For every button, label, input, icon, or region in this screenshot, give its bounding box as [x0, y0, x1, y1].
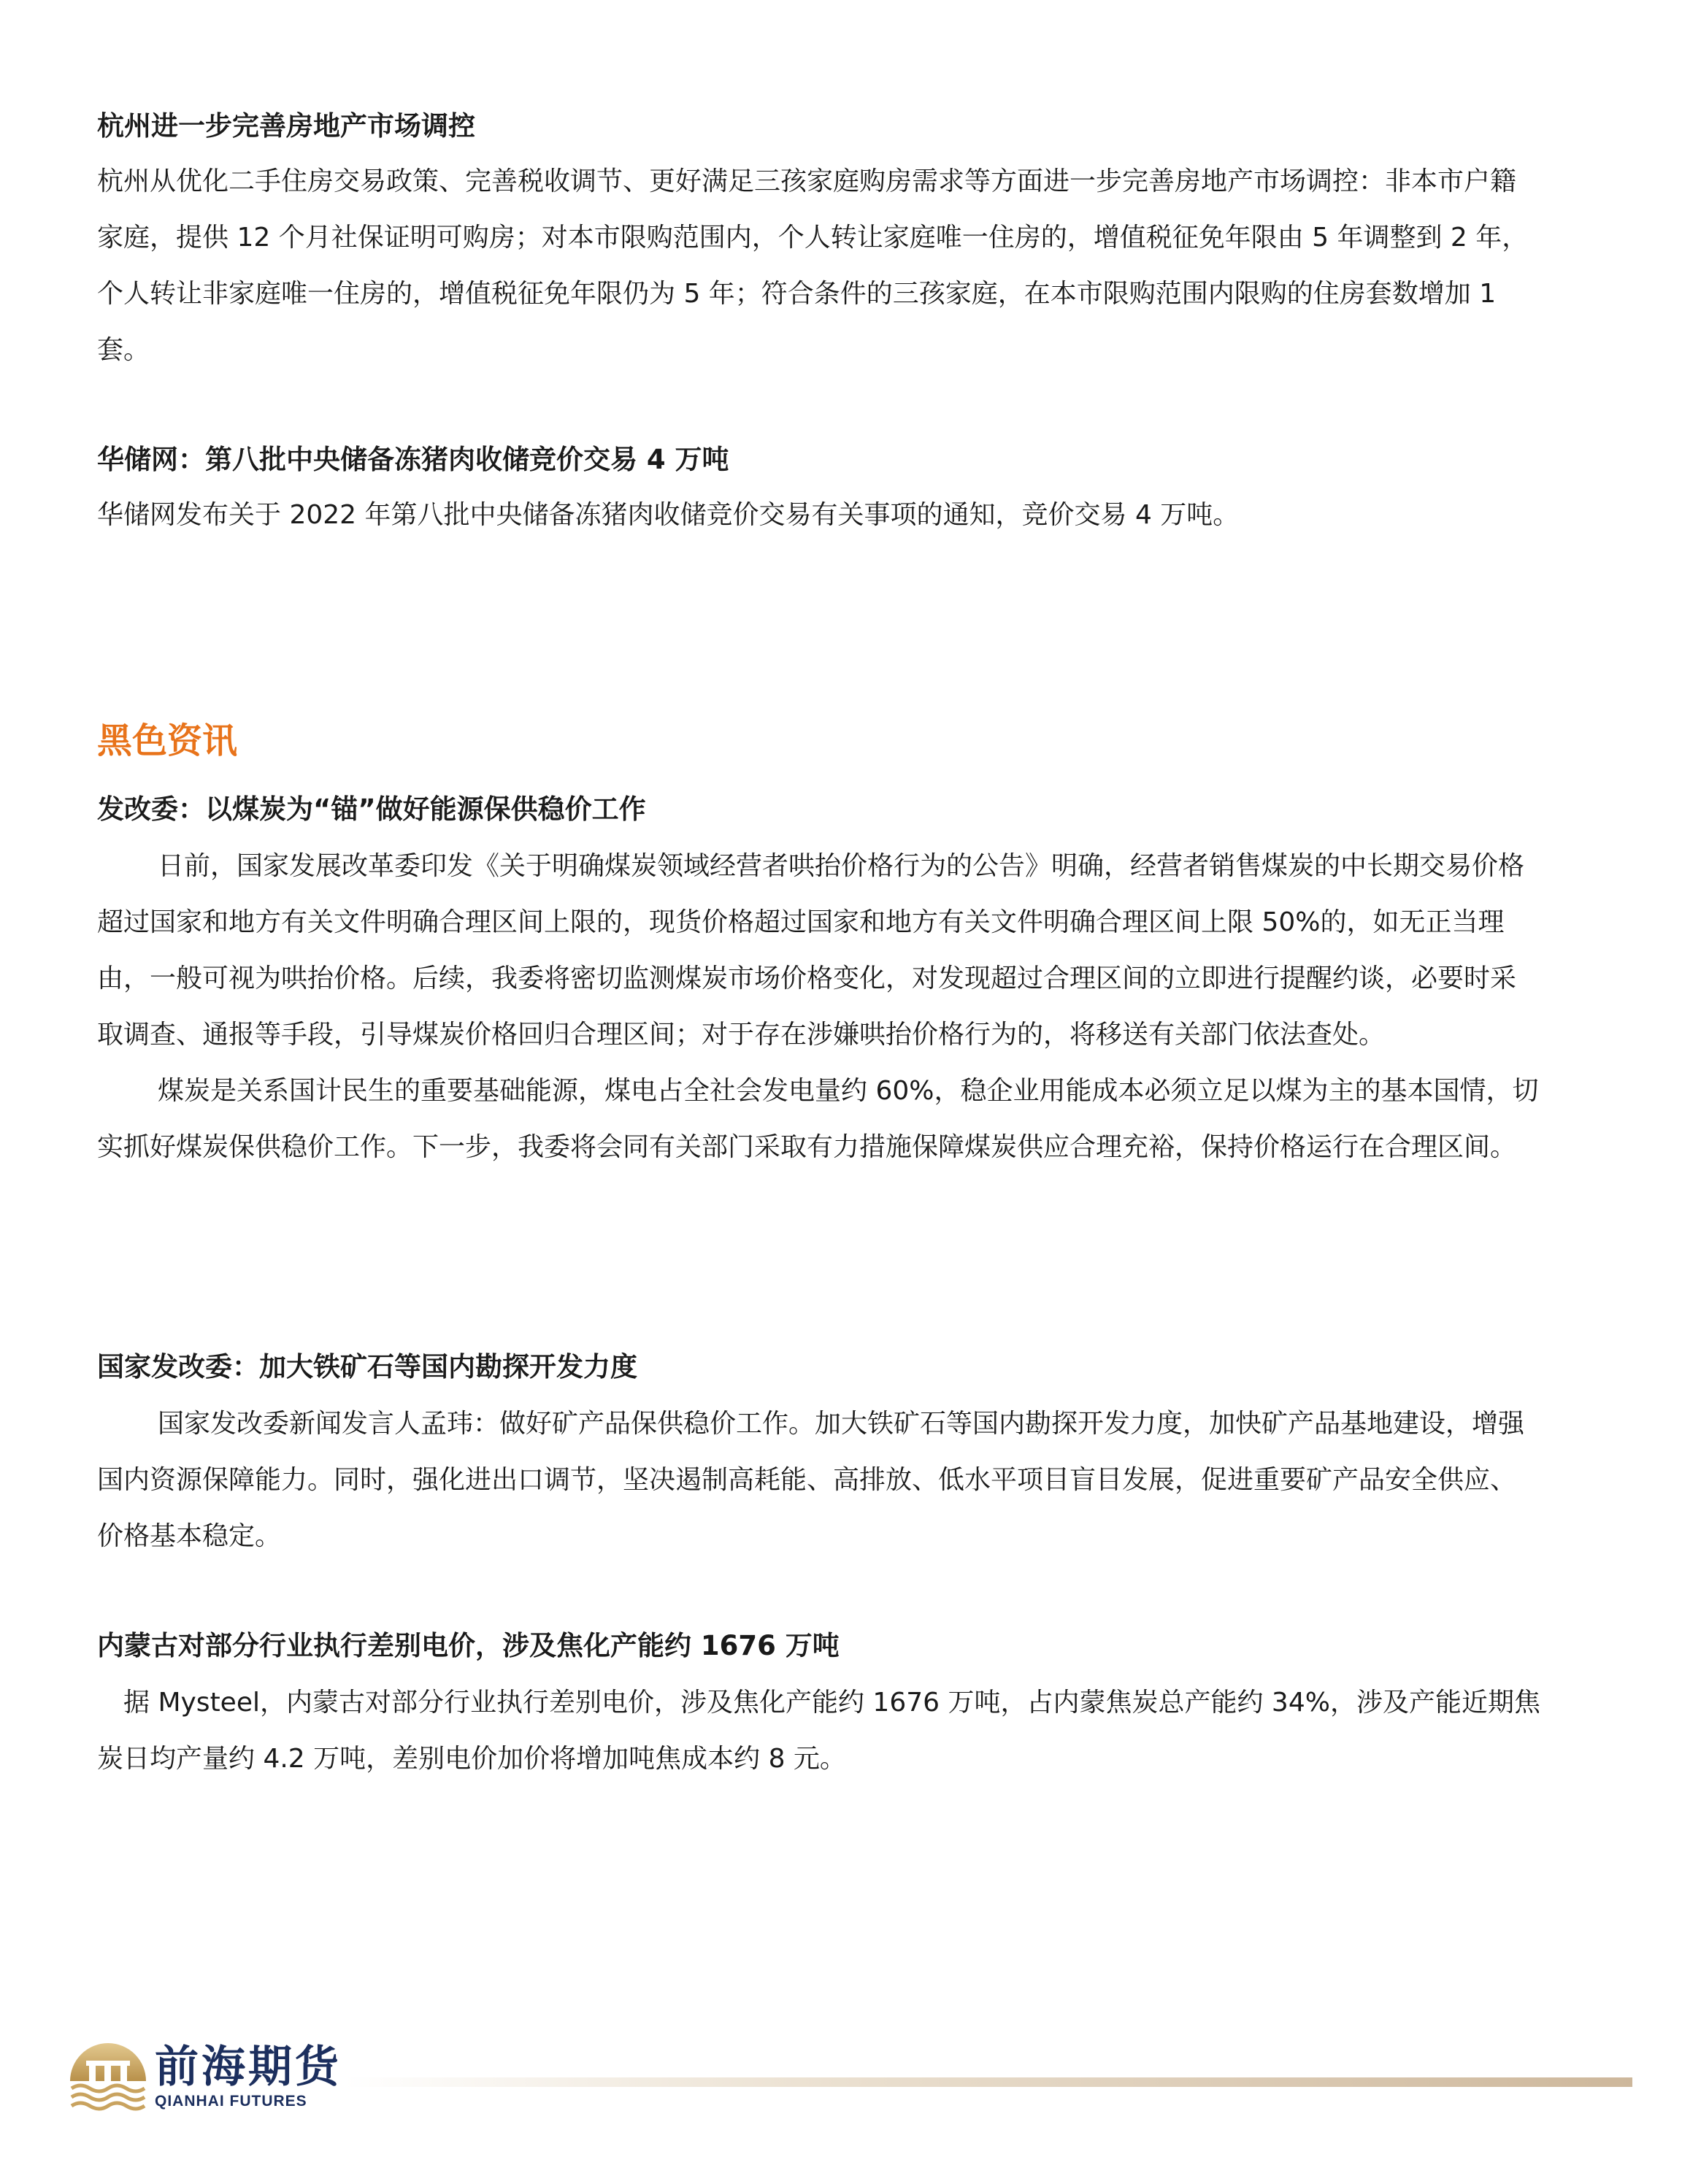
article-paragraph: 国家发改委新闻发言人孟玮：做好矿产品保供稳价工作。加大铁矿石等国内勘探开发力度，加快矿产品基地建设，增强国内资源保障能力。同时，强化进出口调节，坚决遏制高耗能、高排放、低水平项目盲目发展，促进重要矿产品安全供应、价格基本稳定。 — [97, 1409, 1525, 1551]
section-title: 黑色资讯 — [97, 720, 238, 761]
logo-chinese-name: 前海期货 — [155, 2042, 342, 2093]
article-paragraph: 据 Mysteel，内蒙古对部分行业执行差别电价，涉及焦化产能约 1676 万吨，占内蒙焦炭总产能约 34%，涉及产能近期焦炭日均产量约 4.2 万吨，差别电价加价将增加吨焦成本约 8 元。 — [97, 1688, 1540, 1774]
article-pork-reserve — [97, 442, 1540, 543]
page-footer — [64, 2033, 1568, 2120]
article-paragraph: 煤炭是关系国计民生的重要基础能源，煤电占全社会发电量约 60%，稳企业用能成本必须立足以煤为主的基本国情，切实抓好煤炭保供稳价工作。下一步，我委将会同有关部门采取有力措施保障煤炭供应合理充裕，保持价格运行在合理区间。 — [97, 1076, 1539, 1162]
article-hangzhou-property — [97, 108, 1540, 378]
logo-english-name: QIANHAI FUTURES — [155, 2093, 307, 2110]
article-paragraph: 杭州从优化二手住房交易政策、完善税收调节、更好满足三孩家庭购房需求等方面进一步完善房地产市场调控：非本市户籍家庭，提供 12 个月社保证明可购房；对本市限购范围内，个人转让家庭唯一住房的，增值税征免年限由 5 年调整到 2 年，个人转让非家庭唯一住房的，增值税征免年限仍为 5 年；符合条件的三孩家庭，在本市限购范围内限购的住房套数增加 1 套。 — [97, 166, 1529, 365]
article-title: 杭州进一步完善房地产市场调控 — [97, 110, 475, 142]
article-inner-mongolia-power — [97, 1628, 1540, 1787]
qianhai-logo-icon — [64, 2033, 152, 2113]
article-paragraph: 华储网发布关于 2022 年第八批中央储备冻猪肉收储竞价交易有关事项的通知，竞价交易 4 万吨。 — [97, 500, 1240, 530]
article-title: 发改委：以煤炭为“锚”做好能源保供稳价工作 — [97, 793, 646, 825]
article-title: 内蒙古对部分行业执行差别电价，涉及焦化产能约 1676 万吨 — [97, 1630, 840, 1661]
article-title: 华储网：第八批中央储备冻猪肉收储竞价交易 4 万吨 — [97, 444, 729, 475]
article-title: 国家发改委：加大铁矿石等国内勘探开发力度 — [97, 1351, 637, 1383]
section-header-black-news — [97, 719, 1540, 763]
article-paragraph: 日前，国家发展改革委印发《关于明确煤炭领域经营者哄抬价格行为的公告》明确，经营者销售煤炭的中长期交易价格超过国家和地方有关文件明确合理区间上限的，现货价格超过国家和地方有关文件明确合理区间上限 50%的，如无正当理由，一般可视为哄抬价格。后续，我委将密切监测煤炭市场价格变化，对发现超过合理区间的立即进行提醒约谈，必要时采取调查、通报等手段，引导煤炭价格回归合理区间；对于存在涉嫌哄抬价格行为的，将移送有关部门依法查处。 — [97, 851, 1525, 1050]
article-iron-ore — [97, 1349, 1540, 1564]
footer-divider — [345, 2077, 1632, 2087]
article-coal-price — [97, 791, 1540, 1175]
